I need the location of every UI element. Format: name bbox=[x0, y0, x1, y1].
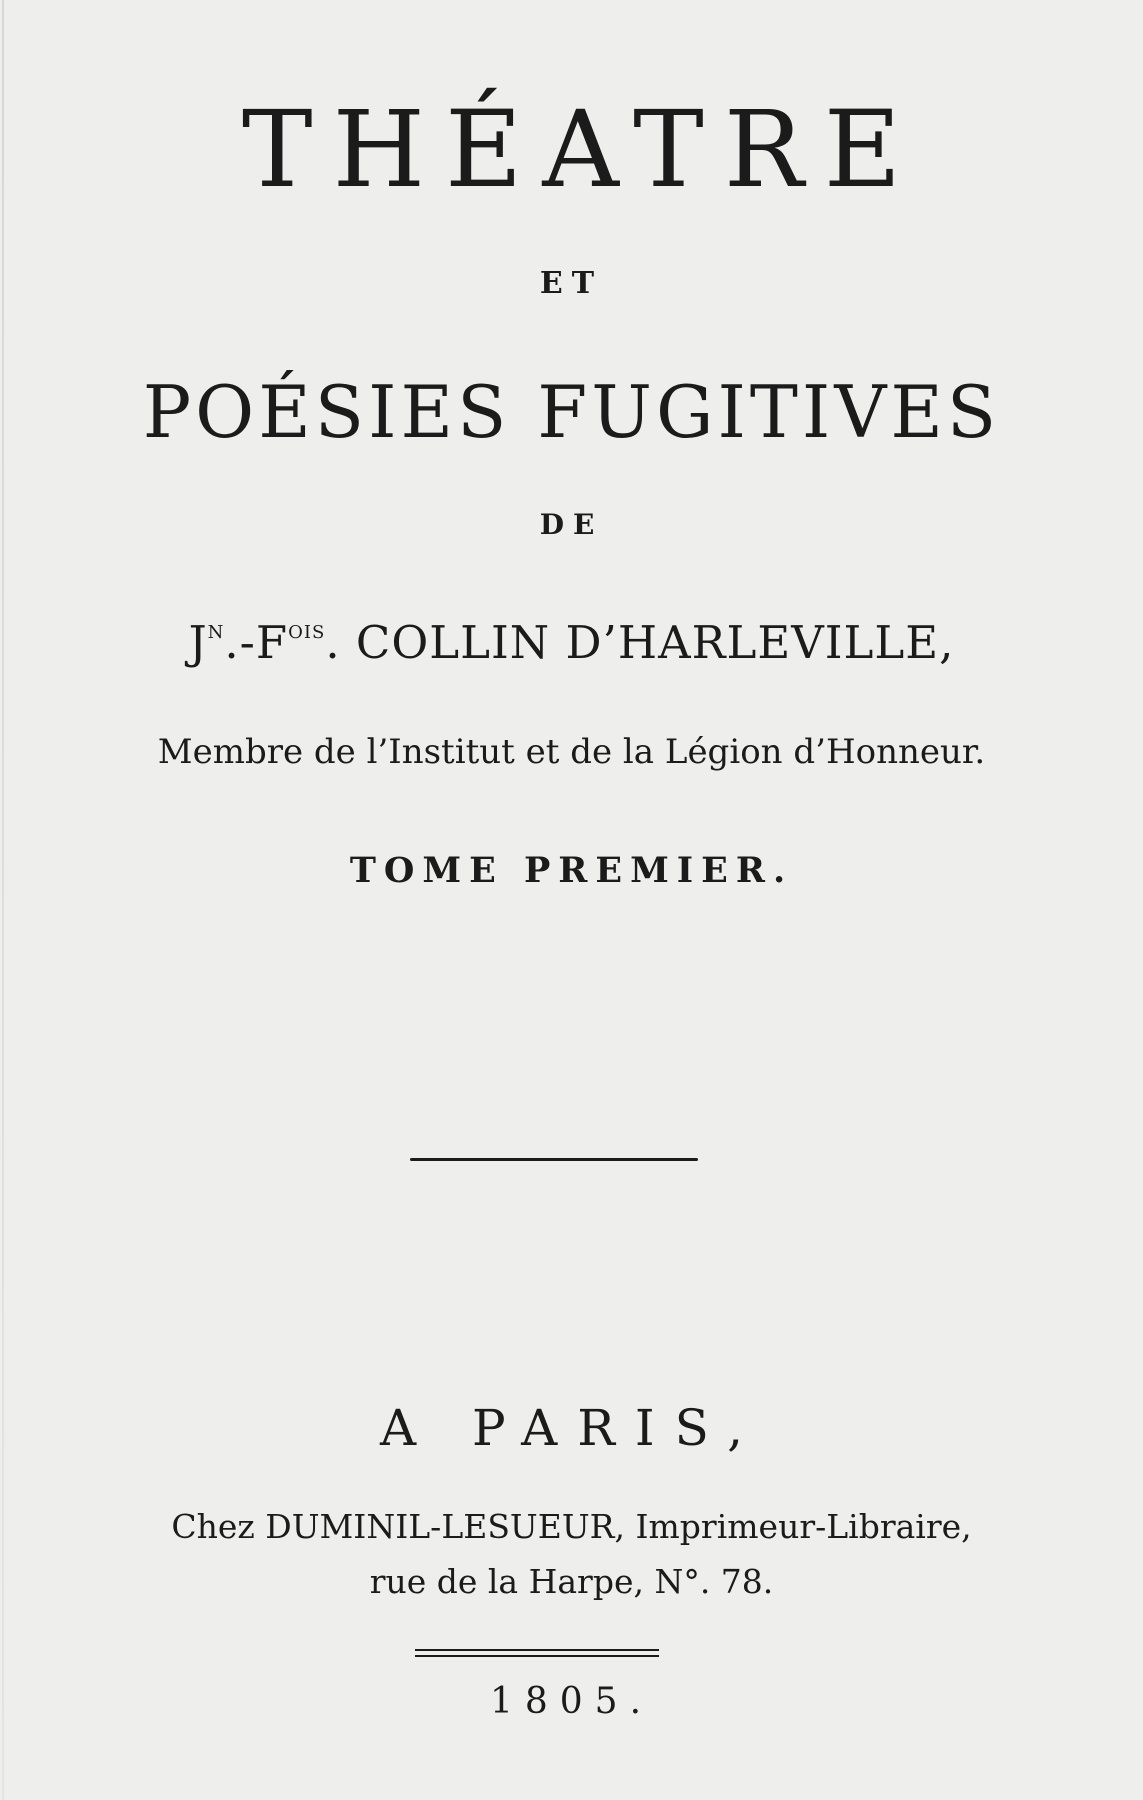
publisher-address: rue de la Harpe, N°. 78. bbox=[369, 1562, 774, 1601]
author-name: . COLLIN D’HARLEVILLE, bbox=[325, 616, 955, 669]
author-line bbox=[0, 605, 1143, 671]
conjunction-et: ET bbox=[539, 266, 604, 301]
book-subtitle: POÉSIES FUGITIVES bbox=[142, 370, 1001, 454]
author-affiliation: Membre de l’Institut et de la Légion d’Honneur. bbox=[157, 732, 986, 772]
book-title: THÉATRE bbox=[241, 88, 922, 211]
author-initial-f: .-F bbox=[224, 616, 289, 669]
double-rule bbox=[415, 1649, 659, 1657]
place-of-publication: A PARIS, bbox=[380, 1399, 763, 1457]
author-initial-f-sup: OIS bbox=[288, 622, 326, 643]
publication-year: 1805. bbox=[489, 1681, 654, 1722]
volume-label: TOME PREMIER. bbox=[349, 850, 794, 891]
author-initial-j: J bbox=[188, 616, 208, 669]
preposition-de: DE bbox=[539, 508, 604, 541]
publisher-line: Chez DUMINIL-LESUEUR, Imprimeur-Libraire, bbox=[171, 1507, 972, 1546]
author-initial-j-sup: N bbox=[207, 622, 225, 643]
ornamental-rule bbox=[410, 1158, 698, 1161]
